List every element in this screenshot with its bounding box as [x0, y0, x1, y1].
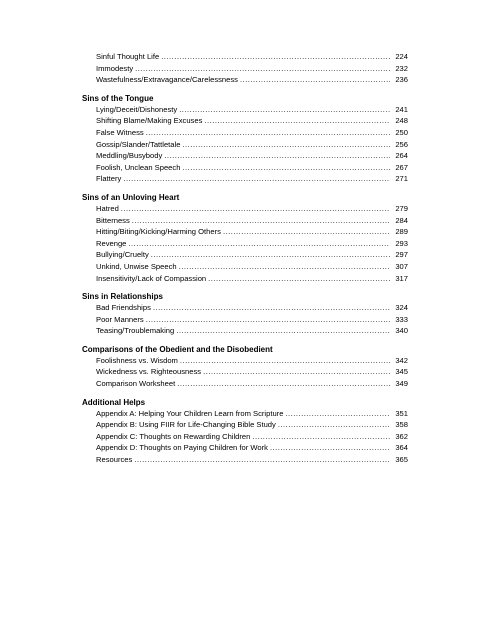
toc-entry-page-number: 362 — [395, 431, 408, 441]
toc-entry-title: Appendix A: Helping Your Children Learn from Scripture — [96, 408, 284, 418]
toc-entry-page-number: 271 — [395, 174, 408, 184]
toc-entry-page-number: 256 — [395, 139, 408, 149]
toc-entry — [82, 173, 408, 185]
toc-entry-title: Gossip/Slander/Tattletale — [96, 139, 181, 149]
dot-leader — [146, 314, 390, 326]
toc-entry — [82, 226, 408, 238]
toc-section-heading: Sins of the Tongue — [82, 93, 154, 103]
dot-leader — [177, 378, 390, 390]
toc-section-continued — [82, 51, 408, 86]
toc-entry-page-number: 317 — [395, 273, 408, 283]
toc-section — [82, 344, 408, 390]
dot-leader — [128, 238, 390, 250]
toc-entry-page-number: 333 — [395, 314, 408, 324]
dot-leader — [134, 454, 390, 466]
toc-entry — [82, 355, 408, 367]
toc-section-heading: Sins in Relationships — [82, 292, 163, 302]
toc-entry-page-number: 236 — [395, 75, 408, 85]
toc-entry — [82, 442, 408, 454]
toc-entry-page-number: 349 — [395, 379, 408, 389]
dot-leader — [179, 104, 390, 116]
dot-leader — [182, 139, 390, 151]
toc-entry — [82, 366, 408, 378]
toc-entry-title: Flattery — [96, 174, 122, 184]
toc-entry — [82, 51, 408, 63]
toc-entry — [82, 104, 408, 116]
dot-leader — [180, 355, 390, 367]
toc-entry — [82, 314, 408, 326]
dot-leader — [151, 249, 390, 261]
toc-entry — [82, 302, 408, 314]
dot-leader — [161, 51, 390, 63]
dot-leader — [146, 127, 390, 139]
toc-entry — [82, 162, 408, 174]
toc-entry-page-number: 241 — [395, 104, 408, 114]
toc-entry — [82, 249, 408, 261]
toc-entry — [82, 261, 408, 273]
toc-entry-page-number: 284 — [395, 215, 408, 225]
table-of-contents — [82, 51, 408, 473]
toc-entry — [82, 215, 408, 227]
toc-entry — [82, 150, 408, 162]
toc-entry-page-number: 364 — [395, 443, 408, 453]
dot-leader — [223, 226, 390, 238]
toc-entry-title: Teasing/Troublemaking — [96, 326, 175, 336]
toc-entry-page-number: 324 — [395, 303, 408, 313]
toc-section-heading: Sins of an Unloving Heart — [82, 192, 180, 202]
toc-entry-title: Shifting Blame/Making Excuses — [96, 116, 203, 126]
toc-entry-page-number: 340 — [395, 326, 408, 336]
toc-entry-title: Wastefulness/Extravagance/Carelessness — [96, 75, 238, 85]
toc-entry-title: Insensitivity/Lack of Compassion — [96, 273, 207, 283]
toc-entry-title: Hitting/Biting/Kicking/Harming Others — [96, 227, 221, 237]
dot-leader — [240, 74, 390, 86]
dot-leader — [252, 431, 390, 443]
toc-entry — [82, 325, 408, 337]
toc-entry-title: Appendix C: Thoughts on Rewarding Children — [96, 431, 251, 441]
toc-entry — [82, 139, 408, 151]
dot-leader — [179, 261, 390, 273]
toc-entry-page-number: 267 — [395, 162, 408, 172]
toc-entry-page-number: 345 — [395, 367, 408, 377]
toc-entry-page-number: 307 — [395, 261, 408, 271]
toc-entry — [82, 454, 408, 466]
toc-entry-title: Wickedness vs. Righteousness — [96, 367, 202, 377]
dot-leader — [135, 63, 390, 75]
toc-entry-title: Hatred — [96, 203, 119, 213]
toc-entry-title: Poor Manners — [96, 314, 144, 324]
toc-entry-title: Foolishness vs. Wisdom — [96, 355, 178, 365]
dot-leader — [278, 419, 390, 431]
toc-entry-page-number: 248 — [395, 116, 408, 126]
dot-leader — [176, 325, 390, 337]
toc-entry-title: False Witness — [96, 127, 144, 137]
toc-entry — [82, 273, 408, 285]
toc-entry — [82, 408, 408, 420]
toc-section — [82, 192, 408, 284]
dot-leader — [121, 203, 390, 215]
dot-leader — [153, 302, 390, 314]
dot-leader — [270, 442, 390, 454]
toc-entry-title: Revenge — [96, 238, 127, 248]
toc-entry-title: Foolish, Unclean Speech — [96, 162, 181, 172]
dot-leader — [164, 150, 390, 162]
toc-entry-page-number: 365 — [395, 455, 408, 465]
toc-entry-title: Meddling/Busybody — [96, 151, 163, 161]
toc-entry-title: Unkind, Unwise Speech — [96, 261, 177, 271]
toc-entry — [82, 419, 408, 431]
toc-section — [82, 397, 408, 466]
toc-entry-title: Lying/Deceit/Dishonesty — [96, 104, 178, 114]
toc-entry — [82, 63, 408, 75]
toc-entry — [82, 238, 408, 250]
dot-leader — [285, 408, 390, 420]
toc-entry — [82, 431, 408, 443]
dot-leader — [123, 173, 390, 185]
toc-entry-page-number: 358 — [395, 420, 408, 430]
toc-entry-page-number: 351 — [395, 408, 408, 418]
toc-entry — [82, 74, 408, 86]
toc-entry-page-number: 224 — [395, 52, 408, 61]
toc-entry-title: Comparison Worksheet — [96, 379, 176, 389]
toc-entry-title: Sinful Thought Life — [96, 52, 160, 61]
toc-entry-title: Resources — [96, 455, 133, 465]
toc-entry-title: Immodesty — [96, 63, 134, 73]
toc-section-heading: Additional Helps — [82, 397, 146, 407]
toc-entry-page-number: 342 — [395, 355, 408, 365]
dot-leader — [132, 215, 390, 227]
toc-entry-title: Appendix B: Using FIIR for Life-Changing Bible Study — [96, 420, 276, 430]
toc-entry — [82, 115, 408, 127]
dot-leader — [182, 162, 390, 174]
dot-leader — [203, 366, 390, 378]
toc-entry — [82, 203, 408, 215]
toc-entry-title: Appendix D: Thoughts on Paying Children for Work — [96, 443, 268, 453]
toc-entry-title: Bitterness — [96, 215, 130, 225]
toc-entry-title: Bad Friendships — [96, 303, 151, 313]
toc-entry-page-number: 279 — [395, 203, 408, 213]
toc-section-heading: Comparisons of the Obedient and the Disobedient — [82, 344, 273, 354]
toc-section — [82, 291, 408, 337]
toc-entry-page-number: 264 — [395, 151, 408, 161]
toc-entry — [82, 127, 408, 139]
toc-entry-page-number: 293 — [395, 238, 408, 248]
toc-entry-page-number: 250 — [395, 127, 408, 137]
toc-entry-page-number: 297 — [395, 250, 408, 260]
toc-entry-page-number: 289 — [395, 227, 408, 237]
dot-leader — [208, 273, 390, 285]
toc-entry-title: Bullying/Cruelty — [96, 250, 149, 260]
dot-leader — [204, 115, 390, 127]
toc-section — [82, 93, 408, 185]
toc-entry — [82, 378, 408, 390]
toc-entry-page-number: 232 — [395, 63, 408, 73]
